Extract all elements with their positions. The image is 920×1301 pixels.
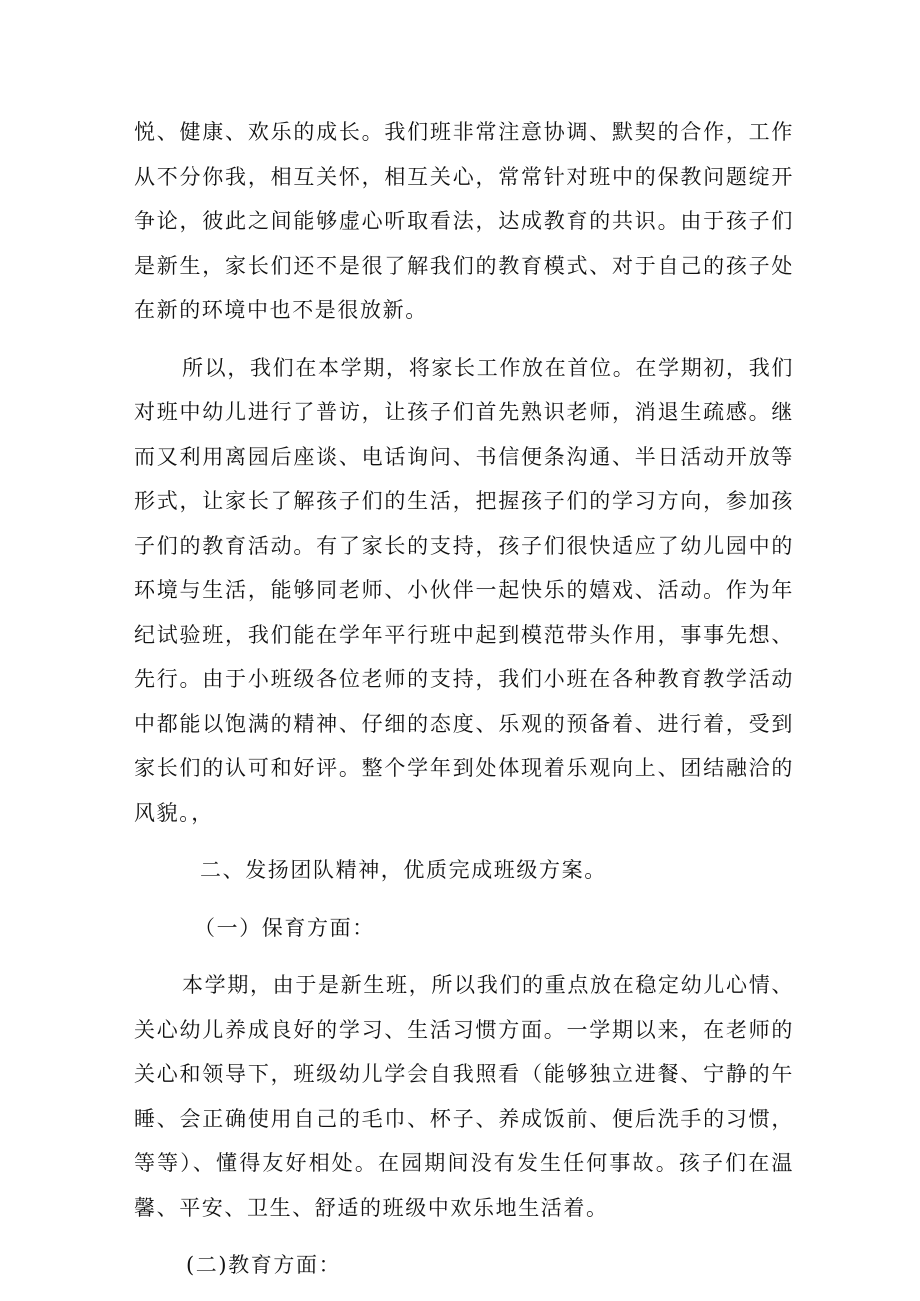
paragraph-continuation: 悦、健康、欢乐的成长。我们班非常注意协调、默契的合作，工作从不分你我，相互关怀，相互关心，常常针对班中的保教问题绽开争论，彼此之间能够虚心听取看法，达成教育的共识。由于孩子们是新生，家长们还不是很了解我们的教育模式、对于自己的孩子处在新的环境中也不是很放新。 [134,120,794,322]
paragraph-care: 本学期，由于是新生班，所以我们的重点放在稳定幼儿心情、关心幼儿养成良好的学习、生活习惯方面。一学期以来，在老师的关心和领导下，班级幼儿学会自我照看（能够独立进餐、宁静的午睡、会正确使用自己的毛巾、杯子、养成饭前、便后洗手的习惯，等等）、懂得友好相处。在园期间没有发生任何事故。孩子们在温馨、平安、卫生、舒适的班级中欢乐地生活着。 [134,973,794,1220]
subsection-heading-care: （一）保育方面： [194,915,375,940]
paragraph-parent-work: 所以，我们在本学期，将家长工作放在首位。在学期初，我们对班中幼儿进行了普访，让孩子们首先熟识老师，消退生疏感。继而又利用离园后座谈、电话询问、书信便条沟通、半日活动开放等形式，让家长了解孩子们的生活，把握孩子们的学习方向，参加孩子们的教育活动。有了家长的支持，孩子们很快适应了幼儿园中的环境与生活，能够同老师、小伙伴一起快乐的嬉戏、活动。作为年纪试验班，我们能在学年平行班中起到模范带头作用，事事先想、先行。由于小班级各位老师的支持，我们小班在各种教育教学活动中都能以饱满的精神、仔细的态度、乐观的预备着、进行着，受到家长们的认可和好评。整个学年到处体现着乐观向上、团结融洽的风貌。， [134,355,794,825]
subsection-heading-education: (二)教育方面： [186,1253,342,1277]
document-body [134,110,794,1301]
section-heading-team-spirit: 二、发扬团队精神，优质完成班级方案。 [200,858,607,882]
